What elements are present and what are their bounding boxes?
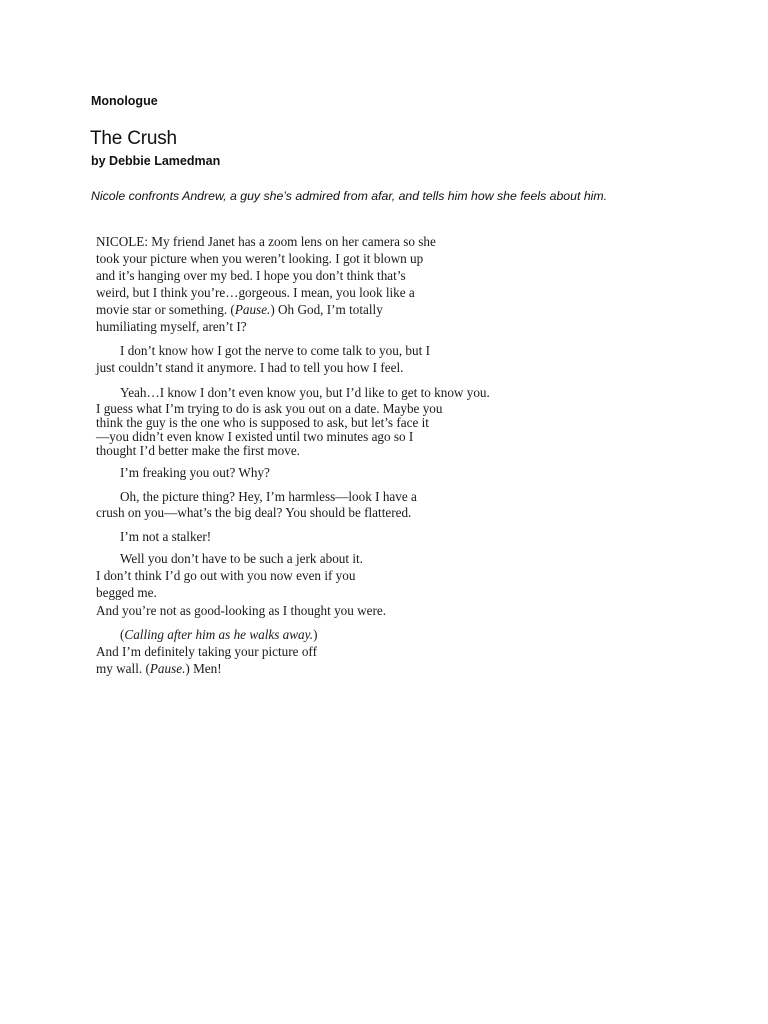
script-line: (Calling after him as he walks away.): [120, 627, 318, 642]
script-line: Oh, the picture thing? Hey, I’m harmless—look I have a: [120, 489, 417, 504]
script-line: And I’m definitely taking your picture off: [96, 644, 317, 659]
author-byline: by Debbie Lamedman: [91, 154, 221, 168]
script-line: I guess what I’m trying to do is ask you out on a date. Maybe you: [96, 401, 443, 416]
script-line: I’m not a stalker!: [120, 529, 212, 544]
stage-direction: Pause.: [149, 661, 186, 676]
document-title: The Crush: [90, 128, 177, 149]
script-line: took your picture when you weren’t looking. I got it blown up: [96, 251, 424, 266]
script-line: And you’re not as good-looking as I thought you were.: [96, 603, 387, 618]
script-line: just couldn’t stand it anymore. I had to tell you how I feel.: [96, 360, 404, 375]
scene-description: Nicole confronts Andrew, a guy she’s admired from afar, and tells him how she feels about him.: [91, 189, 608, 203]
script-line: think the guy is the one who is supposed to ask, but let’s face it: [96, 415, 429, 430]
script-line: I don’t think I’d go out with you now even if you: [96, 568, 356, 583]
script-line: begged me.: [96, 585, 157, 600]
script-line: my wall. (Pause.) Men!: [96, 661, 222, 676]
script-line: —you didn’t even know I existed until two minutes ago so I: [96, 429, 414, 444]
script-line: humiliating myself, aren’t I?: [96, 319, 247, 334]
document-type-label: Monologue: [91, 94, 158, 108]
script-line: and it’s hanging over my bed. I hope you don’t think that’s: [96, 268, 406, 283]
script-line: Yeah…I know I don’t even know you, but I’d like to get to know you.: [120, 385, 490, 400]
script-line: Well you don’t have to be such a jerk about it.: [120, 551, 363, 566]
script-line: weird, but I think you’re…gorgeous. I mean, you look like a: [96, 285, 415, 300]
script-line: crush on you—what’s the big deal? You should be flattered.: [96, 505, 412, 520]
stage-direction: Calling after him as he walks away.: [124, 627, 314, 642]
script-line: I don’t know how I got the nerve to come talk to you, but I: [120, 343, 430, 358]
stage-direction: Pause.: [234, 302, 271, 317]
script-line: movie star or something. (Pause.) Oh God, I’m totally: [96, 302, 383, 317]
script-line: thought I’d better make the first move.: [96, 443, 300, 458]
script-line: I’m freaking you out? Why?: [120, 465, 270, 480]
script-line: NICOLE: My friend Janet has a zoom lens on her camera so she: [96, 234, 436, 249]
